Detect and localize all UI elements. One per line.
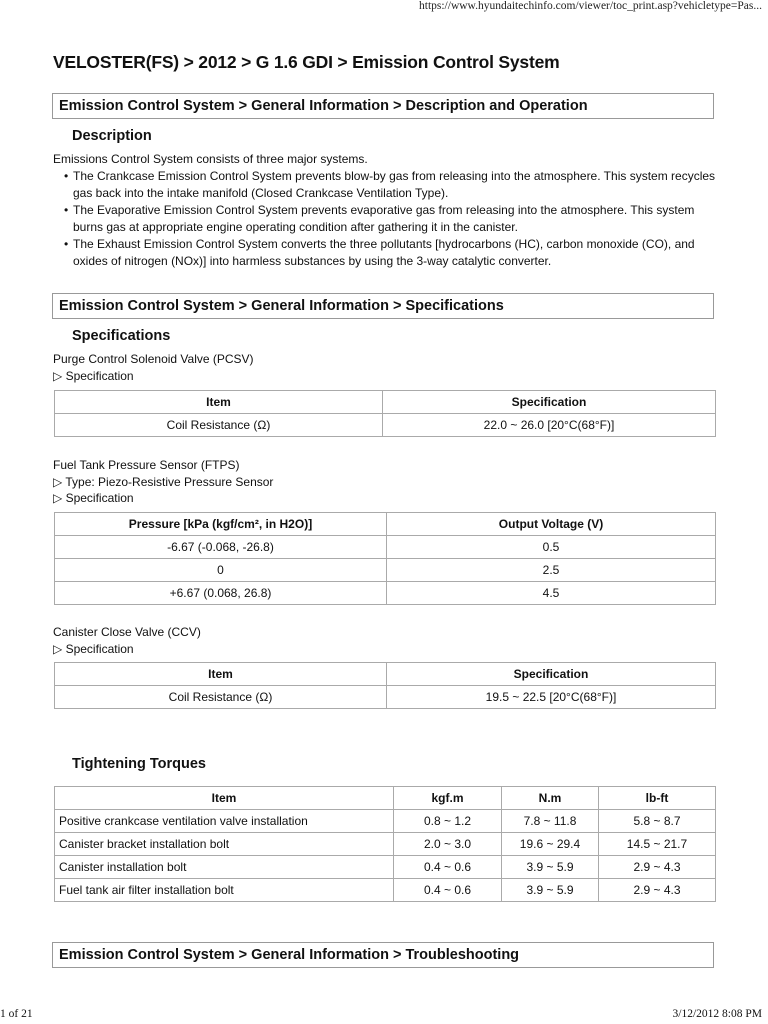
list-item: • The Exhaust Emission Control System converts the three pollutants [hydrocarbons (HC), carbon monoxide (CO), and oxides of nitrogen (NOx)] into harmless substances by using the 3-way catalytic converter. [73, 236, 723, 270]
table-cell: +6.67 (0.068, 26.8) [55, 582, 387, 605]
torque-table [54, 786, 716, 902]
table-header: Item [55, 787, 394, 810]
table-header: Specification [383, 391, 716, 414]
page-number: 1 of 21 [0, 1008, 33, 1020]
bullet-list [53, 168, 723, 270]
description-text [53, 151, 723, 270]
table-cell: 22.0 ~ 26.0 [20°C(68°F)] [383, 414, 716, 437]
table-cell: 2.9 ~ 4.3 [599, 856, 716, 879]
table-cell: 3.9 ~ 5.9 [502, 879, 599, 902]
table-row [55, 582, 716, 605]
ccv-table [54, 662, 716, 709]
table-cell: 2.5 [387, 559, 716, 582]
ftps-table [54, 512, 716, 605]
table-cell: Fuel tank air filter installation bolt [55, 879, 394, 902]
list-item: • The Crankcase Emission Control System prevents blow-by gas from releasing into the atmosphere. This system recycles gas back into the intake manifold (Closed Crankcase Ventilation Type). [73, 168, 723, 202]
table-header: Specification [387, 663, 716, 686]
table-cell: 0.4 ~ 0.6 [394, 856, 502, 879]
table-row [55, 879, 716, 902]
table-cell: Coil Resistance (Ω) [55, 686, 387, 709]
table-cell: 3.9 ~ 5.9 [502, 856, 599, 879]
table-row [55, 536, 716, 559]
table-cell: 0.5 [387, 536, 716, 559]
table-row [55, 856, 716, 879]
table-cell: Canister installation bolt [55, 856, 394, 879]
list-item: • The Evaporative Emission Control System prevents evaporative gas from releasing into the atmosphere. This system burns gas at appropriate engine operating condition after gathering it in the canister. [73, 202, 723, 236]
table-cell: 2.9 ~ 4.3 [599, 879, 716, 902]
pcsv-table [54, 390, 716, 437]
table-header: Item [55, 391, 383, 414]
table-cell: 7.8 ~ 11.8 [502, 810, 599, 833]
ccv-name: Canister Close Valve (CCV) [53, 625, 201, 639]
ccv-spec-label: ▷ Specification [53, 642, 134, 656]
table-cell: 5.8 ~ 8.7 [599, 810, 716, 833]
specifications-heading: Specifications [72, 328, 171, 344]
table-cell: Coil Resistance (Ω) [55, 414, 383, 437]
table-cell: 4.5 [387, 582, 716, 605]
table-row [55, 414, 716, 437]
table-header: Item [55, 663, 387, 686]
table-cell: Positive crankcase ventilation valve installation [55, 810, 394, 833]
table-header: kgf.m [394, 787, 502, 810]
table-row [55, 559, 716, 582]
table-row [55, 833, 716, 856]
section-header-specifications: Emission Control System > General Information > Specifications [52, 293, 714, 319]
section-header-description: Emission Control System > General Information > Description and Operation [52, 93, 714, 119]
table-cell: 19.6 ~ 29.4 [502, 833, 599, 856]
table-header: Pressure [kPa (kgf/cm², in H2O)] [55, 513, 387, 536]
print-datetime: 3/12/2012 8:08 PM [672, 1008, 762, 1020]
section-header-troubleshooting: Emission Control System > General Information > Troubleshooting [52, 942, 714, 968]
tightening-torques-heading: Tightening Torques [72, 756, 206, 772]
table-cell: 0 [55, 559, 387, 582]
page-title: VELOSTER(FS) > 2012 > G 1.6 GDI > Emission Control System [53, 52, 560, 72]
intro-text: Emissions Control System consists of three major systems. [53, 152, 368, 166]
table-header: lb-ft [599, 787, 716, 810]
table-cell: 0.8 ~ 1.2 [394, 810, 502, 833]
table-cell: -6.67 (-0.068, -26.8) [55, 536, 387, 559]
ftps-spec-label: ▷ Specification [53, 491, 134, 505]
table-cell: 14.5 ~ 21.7 [599, 833, 716, 856]
table-row [55, 686, 716, 709]
table-cell: 0.4 ~ 0.6 [394, 879, 502, 902]
ftps-type: ▷ Type: Piezo-Resistive Pressure Sensor [53, 475, 274, 489]
pcsv-spec-label: ▷ Specification [53, 369, 134, 383]
table-cell: Canister bracket installation bolt [55, 833, 394, 856]
table-cell: 2.0 ~ 3.0 [394, 833, 502, 856]
table-header: Output Voltage (V) [387, 513, 716, 536]
pcsv-name: Purge Control Solenoid Valve (PCSV) [53, 352, 254, 366]
table-header: N.m [502, 787, 599, 810]
table-row [55, 810, 716, 833]
description-heading: Description [72, 128, 152, 144]
table-cell: 19.5 ~ 22.5 [20°C(68°F)] [387, 686, 716, 709]
page-url: https://www.hyundaitechinfo.com/viewer/toc_print.asp?vehicletype=Pas... [419, 0, 762, 12]
ftps-name: Fuel Tank Pressure Sensor (FTPS) [53, 458, 240, 472]
